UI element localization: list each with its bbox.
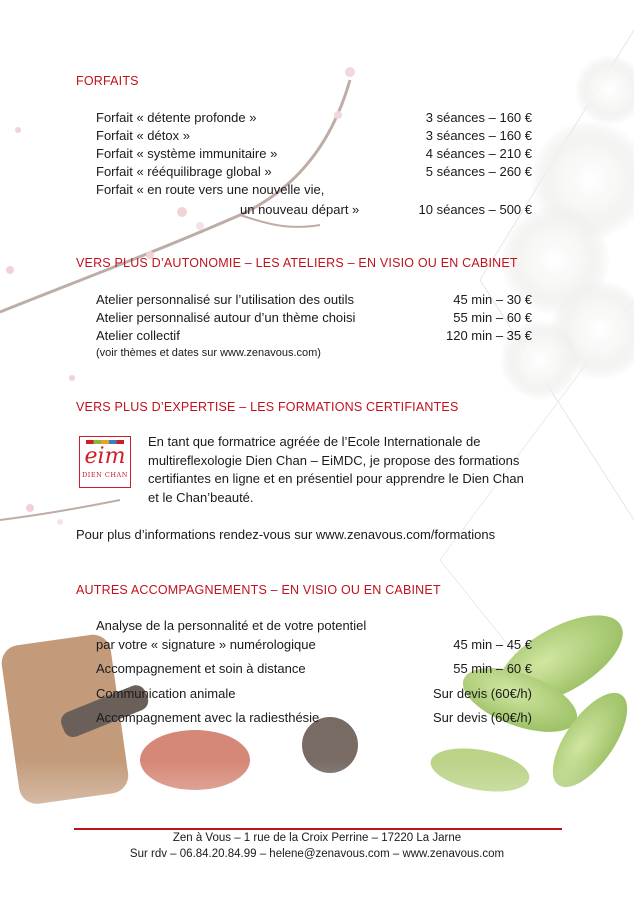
forfait-price: 4 séances – 210 € (425, 146, 532, 161)
forfaits-title: FORFAITS (76, 74, 139, 88)
autres-label: Accompagnement et soin à distance (96, 661, 306, 676)
forfait-label: Forfait « détox » (96, 128, 190, 143)
autres-label: Analyse de la personnalité et de votre potentiel (96, 618, 367, 633)
forfait-label: Forfait « détente profonde » (96, 110, 257, 125)
logo-subtext: DIEN CHAN (82, 471, 128, 479)
autres-title: AUTRES ACCOMPAGNEMENTS – EN VISIO OU EN CABINET (76, 583, 441, 597)
formations-title: VERS PLUS D’EXPERTISE – LES FORMATIONS CERTIFIANTES (76, 400, 459, 414)
autres-label: Accompagnement avec la radiesthésie (96, 710, 320, 725)
forfait-price: 3 séances – 160 € (425, 128, 532, 143)
autres-label: Communication animale (96, 686, 236, 701)
forfait-price: 5 séances – 260 € (425, 164, 532, 179)
atelier-price: 55 min – 60 € (453, 310, 532, 325)
autres-price: 45 min – 45 € (453, 637, 532, 652)
forfait-label: Forfait « rééquilibrage global » (96, 164, 272, 179)
forfait-price: 3 séances – 160 € (425, 110, 532, 125)
forfait-price: 10 séances – 500 € (418, 202, 532, 217)
forfait-label: un nouveau départ » (240, 202, 360, 217)
forfait-label: Forfait « système immunitaire » (96, 146, 278, 161)
formations-more-info: Pour plus d’informations rendez-vous sur www.zenavous.com/formations (76, 527, 496, 542)
formations-paragraph (148, 433, 524, 507)
formations-line: En tant que formatrice agréée de l’Ecole Internationale de (148, 434, 481, 449)
autres-price: Sur devis (60€/h) (433, 710, 532, 725)
ateliers-title: VERS PLUS D’AUTONOMIE – LES ATELIERS – EN VISIO OU EN CABINET (76, 256, 518, 270)
atelier-price: 45 min – 30 € (453, 292, 532, 307)
forfait-label: Forfait « en route vers une nouvelle vie, (96, 182, 325, 197)
autres-label: par votre « signature » numérologique (96, 637, 316, 652)
atelier-label: Atelier personnalisé autour d’un thème choisi (96, 310, 356, 325)
autres-price: 55 min – 60 € (453, 661, 532, 676)
formations-line: certifiantes en ligne et en présentiel pour apprendre le Dien Chan (148, 471, 524, 486)
formations-line: multireflexologie Dien Chan – EiMDC, je propose des formations (148, 452, 520, 468)
footer-address: Zen à Vous – 1 rue de la Croix Perrine – 17220 La Jarne (172, 832, 462, 844)
eimdc-logo (79, 436, 131, 488)
atelier-label: Atelier collectif (96, 328, 180, 343)
ateliers-note: (voir thèmes et dates sur www.zenavous.com) (96, 347, 321, 359)
logo-text: eim (84, 444, 126, 469)
atelier-price: 120 min – 35 € (445, 328, 532, 343)
footer-divider (74, 828, 562, 830)
formations-line: et le Chan’beauté. (148, 489, 254, 505)
atelier-label: Atelier personnalisé sur l’utilisation des outils (96, 292, 354, 307)
autres-price: Sur devis (60€/h) (433, 686, 532, 701)
footer-contact: Sur rdv – 06.84.20.84.99 – helene@zenavous.com – www.zenavous.com (129, 848, 505, 860)
